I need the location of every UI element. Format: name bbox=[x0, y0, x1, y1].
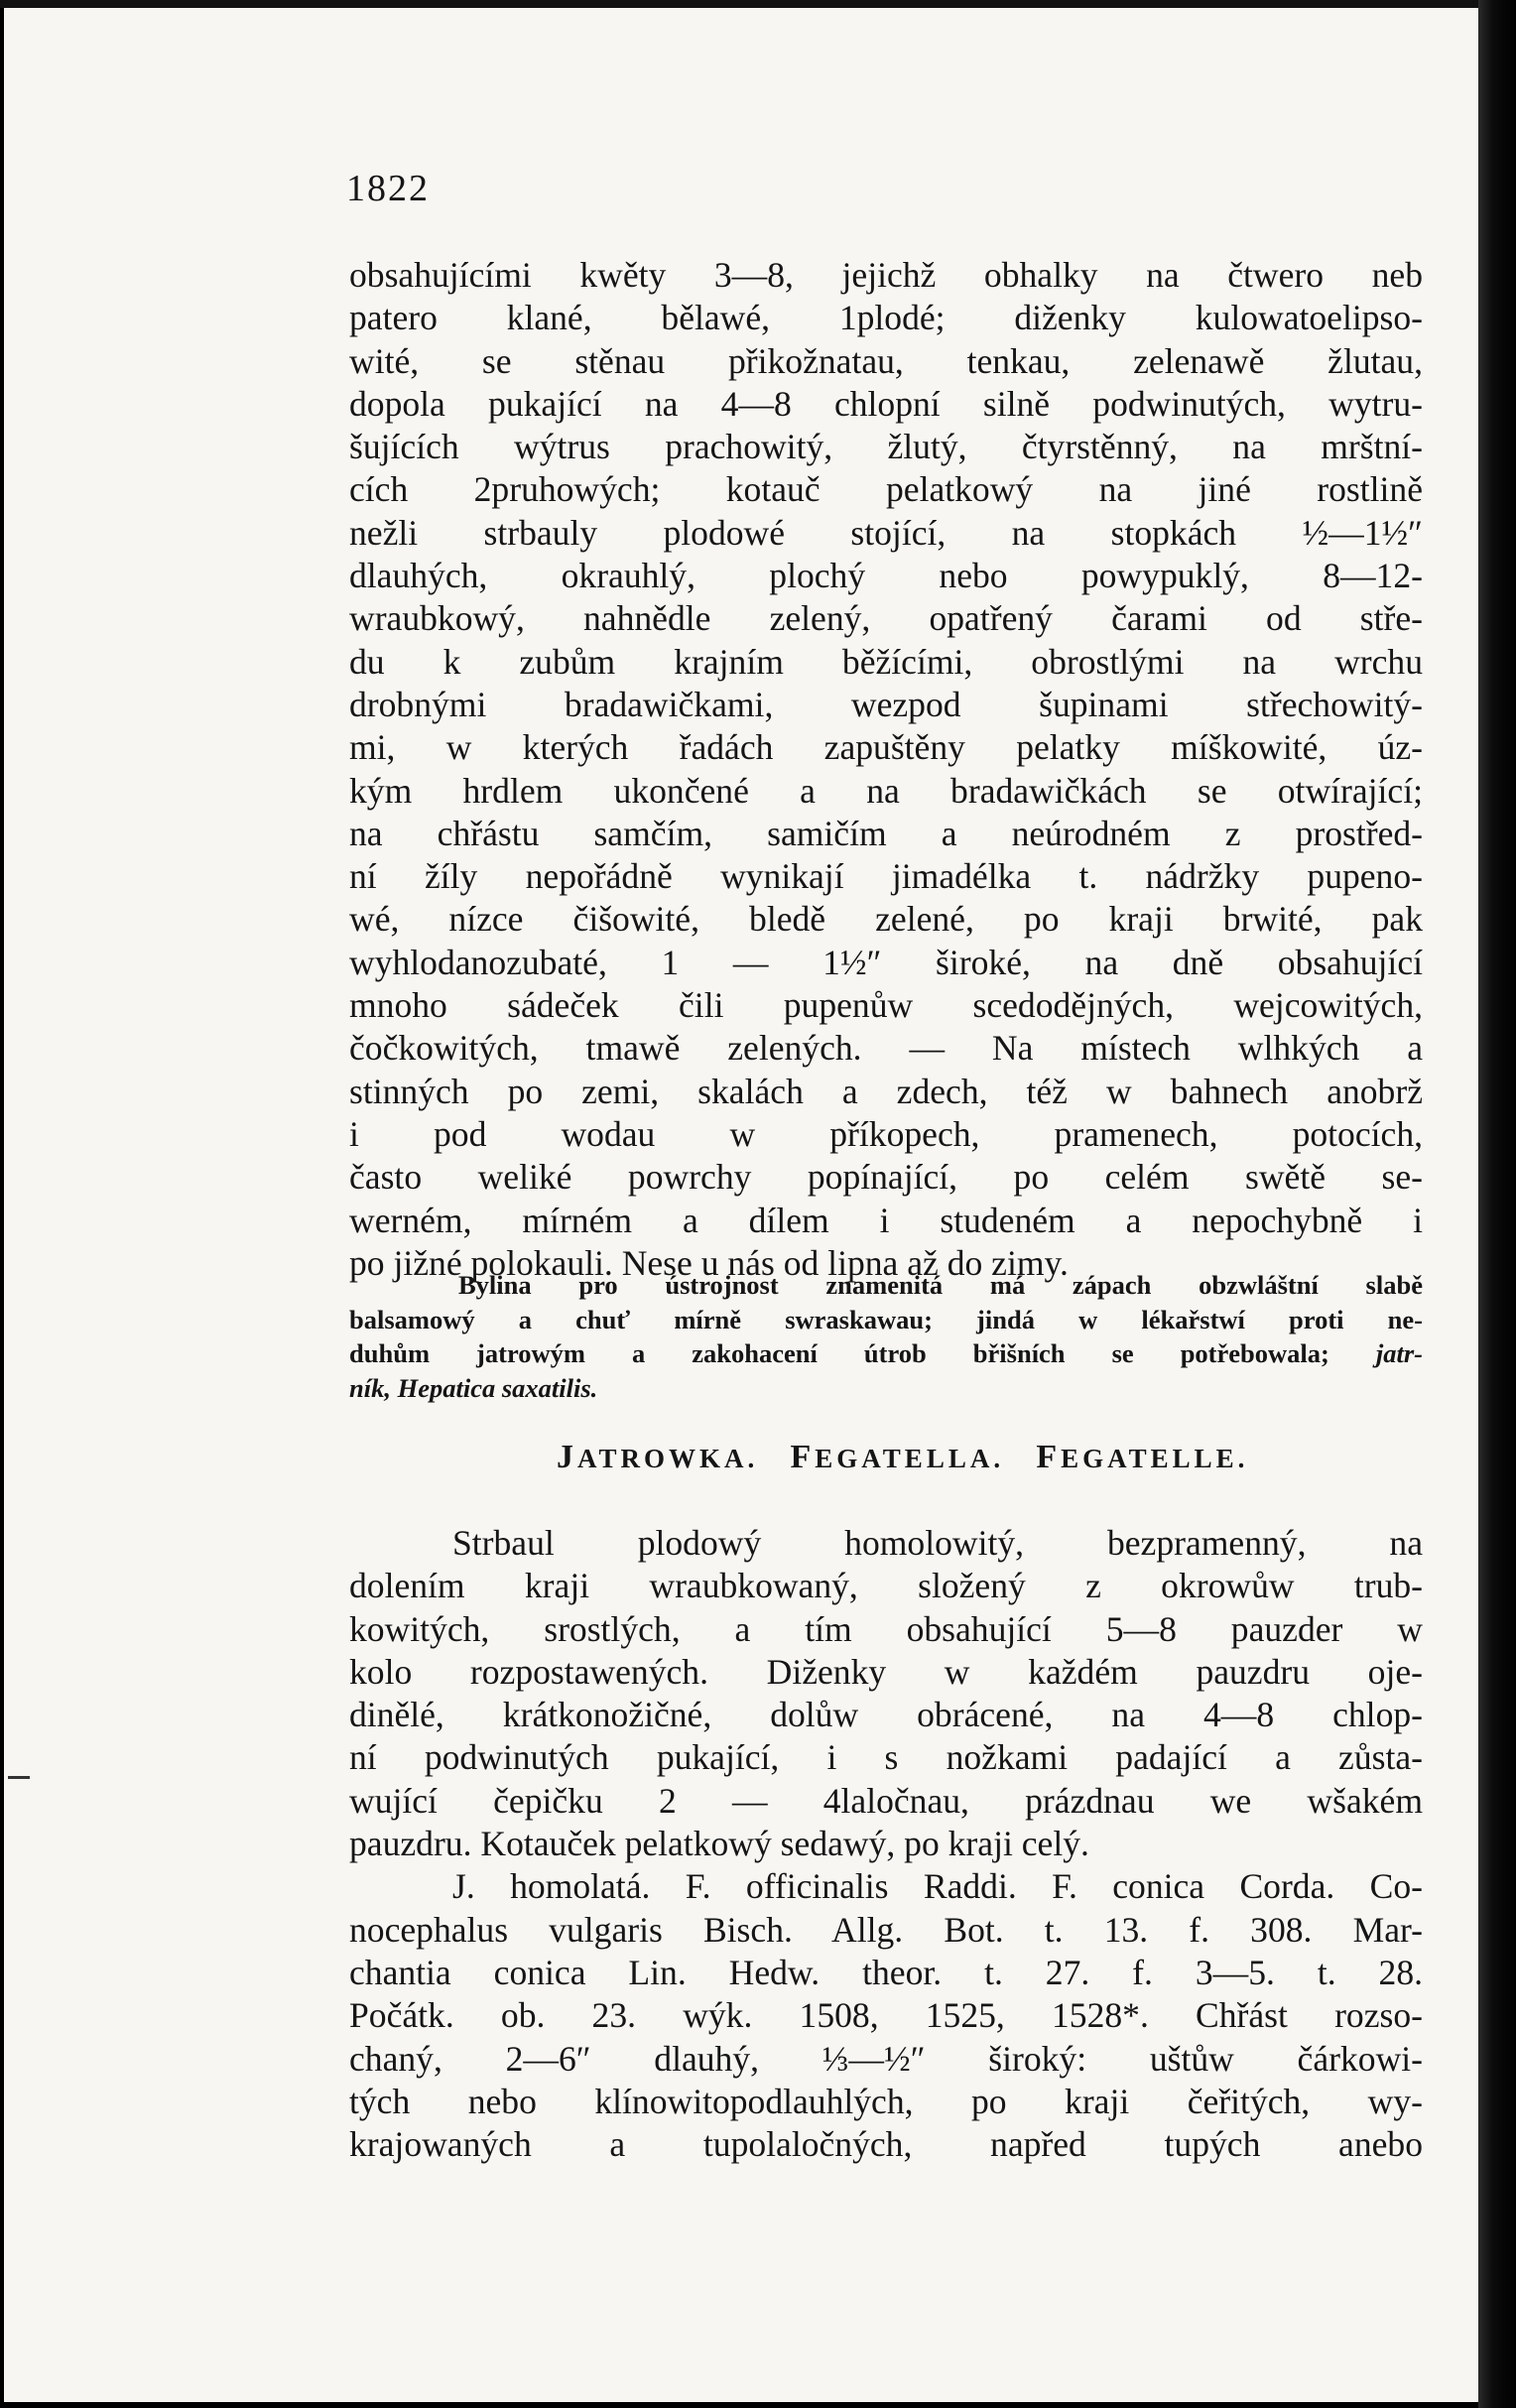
body-line: werném, mírném a dílem i studeném a nepochybně i bbox=[349, 1200, 1423, 1240]
body-line: dolením kraji wraubkowaný, složený z okrowůw trub- bbox=[349, 1566, 1423, 1606]
species-line: chantia conica Lin. Hedw. theor. t. 27. f. 3—5. t. 28. bbox=[349, 1952, 1423, 1992]
body-line: wraubkowý, nahnědle zelený, opatřený čarami od stře- bbox=[349, 598, 1423, 639]
body-line: pauzdru. Kotauček pelatkowý sedawý, po kraji celý. bbox=[349, 1824, 1089, 1864]
body-line: dlauhých, okrauhlý, plochý nebo powypuklý, 8—12- bbox=[349, 556, 1423, 596]
body-line: nežli strbauly plodowé stojící, na stopkách ½—1½″ bbox=[349, 512, 1423, 553]
note-italic-term: jatr- bbox=[1375, 1338, 1423, 1368]
body-line: cích 2pruhowých; kotauč pelatkowý na jiné rostlině bbox=[349, 469, 1423, 510]
body-line: mi, w kterých řadách zapuštěny pelatky míškowité, úz- bbox=[349, 727, 1423, 768]
heading-initial: F bbox=[1036, 1439, 1062, 1475]
body-line: wé, nízce čišowité, bledě zelené, po kraji brwité, pak bbox=[349, 899, 1423, 940]
note-line: Bylina pro ústrojnost znamenitá má zápach obzwláštní slabě bbox=[458, 1270, 1423, 1300]
note-line bbox=[349, 1371, 1423, 1406]
species-line: tých nebo klínowitopodlauhlých, po kraji čeřitých, wy- bbox=[349, 2081, 1423, 2121]
body-line: i pod wodau w příkopech, pramenech, potocích, bbox=[349, 1113, 1423, 1154]
body-line: na chřástu samčím, samičím a neúrodném z prostřed- bbox=[349, 813, 1423, 853]
body-line: ní podwinutých pukající, i s nožkami padající a zůsta- bbox=[349, 1737, 1423, 1778]
body-line: stinných po zemi, skalách a zdech, též w bahnech anobrž bbox=[349, 1071, 1423, 1111]
page-number: 1822 bbox=[346, 168, 430, 209]
body-line: drobnými bradawičkami, wezpod šupinami střechowitý- bbox=[349, 684, 1423, 724]
heading-initial: J bbox=[557, 1439, 577, 1475]
species-line: chaný, 2—6″ dlauhý, ⅓—½″ široký: uštůw čárkowi- bbox=[349, 2038, 1423, 2079]
body-line: obsahujícími kwěty 3—8, jejichž obhalky na čtwero neb bbox=[349, 255, 1423, 295]
body-line: po jižné polokauli. Nese u nás od lipna až do zimy. bbox=[349, 1242, 1069, 1283]
section-heading bbox=[557, 1439, 1251, 1476]
body-line: mnoho sádeček čili pupenůw scedodějných, wejcowitých, bbox=[349, 985, 1423, 1026]
body-line: Strbaul plodowý homolowitý, bezpramenný, na bbox=[452, 1523, 1423, 1563]
scan-top-border bbox=[0, 0, 1478, 8]
note-italic-term: ník, bbox=[349, 1372, 391, 1403]
body-line: ní žíly nepořádně wynikají jimadélka t. nádržky pupeno- bbox=[349, 856, 1423, 897]
species-line: nocephalus vulgaris Bisch. Allg. Bot. t. 13. f. 308. Mar- bbox=[349, 1909, 1423, 1950]
note-line-text: duhům jatrowým a zakohacení útrob břišních se potřebowala; bbox=[349, 1338, 1329, 1368]
species-line: Počátk. ob. 23. wýk. 1508, 1525, 1528*. Chřást rozso- bbox=[349, 1995, 1423, 2036]
genus-description bbox=[349, 1522, 1423, 2166]
species-line: J. homolatá. F. officinalis Raddi. F. conica Corda. Co- bbox=[452, 1866, 1423, 1907]
scan-right-border bbox=[1478, 0, 1516, 2408]
body-line: wyhlodanozubaté, 1 — 1½″ široké, na dně obsahující bbox=[349, 942, 1423, 982]
body-line: čočkowitých, tmawě zelených. — Na místech wlhkých a bbox=[349, 1028, 1423, 1069]
heading-initial: F bbox=[790, 1439, 816, 1475]
note-line: balsamowý a chuť mírně swraskawau; jindá w lékařstwí proti ne- bbox=[349, 1304, 1423, 1334]
body-line: šujících wýtrus prachowitý, žlutý, čtyrstěnný, na mrštní- bbox=[349, 427, 1423, 467]
heading-word: EGATELLE. bbox=[1061, 1444, 1249, 1473]
species-line: krajowaných a tupolaločných, napřed tupých anebo bbox=[349, 2124, 1423, 2165]
body-line: dopola pukající na 4—8 chlopní silně podwinutých, wytru- bbox=[349, 383, 1423, 424]
footnote bbox=[349, 1268, 1423, 1405]
body-text bbox=[349, 254, 1423, 1285]
body-line: kým hrdlem ukončené a na bradawičkách se otwírající; bbox=[349, 770, 1423, 811]
body-line: často weliké powrchy popínající, po celém swětě se- bbox=[349, 1157, 1423, 1198]
body-line: dinělé, krátkonožičné, dolůw obrácené, na 4—8 chlop- bbox=[349, 1695, 1423, 1735]
note-latin-name: Hepatica saxatilis. bbox=[397, 1372, 598, 1403]
note-line bbox=[349, 1336, 1423, 1371]
body-line: kowitých, srostlých, a tím obsahující 5—8 pauzder w bbox=[349, 1608, 1423, 1649]
body-line: du k zubům krajním běžícími, obrostlými na wrchu bbox=[349, 641, 1423, 682]
book-page bbox=[4, 8, 1478, 2402]
margin-mark bbox=[8, 1776, 30, 1779]
heading-word: ATROWKA. bbox=[577, 1444, 759, 1473]
body-line: wité, se stěnau přikožnatau, tenkau, zelenawě žlutau, bbox=[349, 340, 1423, 381]
body-line: wující čepičku 2 — 4laločnau, prázdnau we wšakém bbox=[349, 1780, 1423, 1821]
heading-word: EGATELLA. bbox=[815, 1444, 1005, 1473]
body-line: kolo rozpostawených. Diženky w každém pauzdru oje- bbox=[349, 1651, 1423, 1692]
body-line: patero klané, bělawé, 1plodé; diženky kulowatoelipso- bbox=[349, 298, 1423, 338]
